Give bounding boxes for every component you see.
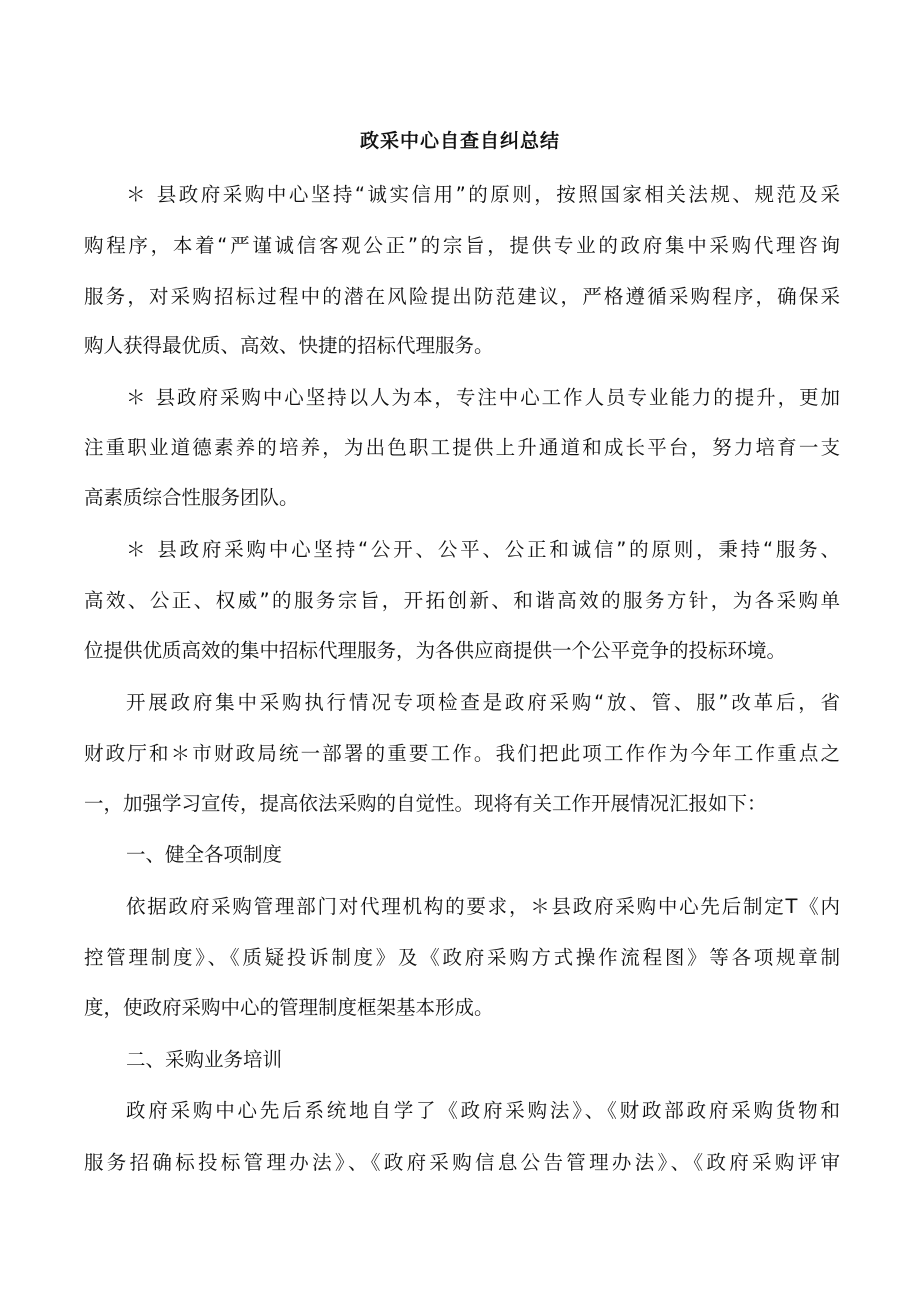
document-title: 政采中心自查自纠总结 <box>359 130 560 152</box>
paragraph-1-line-3: 服务，对采购招标过程中的潜在风险提出防范建议，严格遵循采购程序，确保采 <box>84 285 840 308</box>
paragraph-1-line-4: 购人获得最优质、高效、快捷的招标代理服务。 <box>84 334 494 357</box>
paragraph-6-line-1: 政府采购中心先后系统地自学了《政府采购法》、《财政部政府采购货物和 <box>126 1099 840 1122</box>
paragraph-6-line-2: 服务招确标投标管理办法》、《政府采购信息公告管理办法》、《政府采购评审 <box>84 1151 840 1174</box>
paragraph-4-line-2: 财政厅和＊市财政局统一部署的重要工作。我们把此项工作作为今年工作重点之 <box>84 742 840 765</box>
paragraph-4-line-3: 一，加强学习宣传，提高依法采购的自觉性。现将有关工作开展情况汇报如下： <box>84 792 767 815</box>
paragraph-4-line-1: 开展政府集中采购执行情况专项检查是政府采购“放、管、服”改革后，省 <box>126 691 840 714</box>
paragraph-5-line-2: 控管理制度》、《质疑投诉制度》及《政府采购方式操作流程图》等各项规章制 <box>84 946 840 969</box>
section-heading-2: 二、采购业务培训 <box>126 1048 283 1071</box>
paragraph-1-line-1: ＊ 县政府采购中心坚持“诚实信用”的原则，按照国家相关法规、规范及采 <box>126 183 840 206</box>
paragraph-5-line-3: 度，使政府采购中心的管理制度框架基本形成。 <box>84 996 494 1019</box>
paragraph-3-line-3: 位提供优质高效的集中招标代理服务，为各供应商提供一个公平竞争的投标环境。 <box>84 639 787 662</box>
paragraph-3-line-1: ＊ 县政府采购中心坚持“公开、公平、公正和诚信”的原则，秉持“服务、 <box>126 538 840 561</box>
paragraph-2-line-1: ＊ 县政府采购中心坚持以人为本，专注中心工作人员专业能力的提升，更加 <box>126 386 840 409</box>
paragraph-3-line-2: 高效、公正、权威”的服务宗旨，开拓创新、和谐高效的服务方针，为各采购单 <box>84 589 840 612</box>
paragraph-2-line-3: 高素质综合性服务团队。 <box>84 486 299 509</box>
section-heading-1: 一、健全各项制度 <box>126 843 283 866</box>
paragraph-2-line-2: 注重职业道德素养的培养，为出色职工提供上升通道和成长平台，努力培育一支 <box>84 436 840 459</box>
paragraph-1-line-2: 购程序，本着“严谨诚信客观公正”的宗旨，提供专业的政府集中采购代理咨询 <box>84 234 840 257</box>
paragraph-5-line-1: 依据政府采购管理部门对代理机构的要求，＊县政府采购中心先后制定T《内 <box>126 895 840 918</box>
